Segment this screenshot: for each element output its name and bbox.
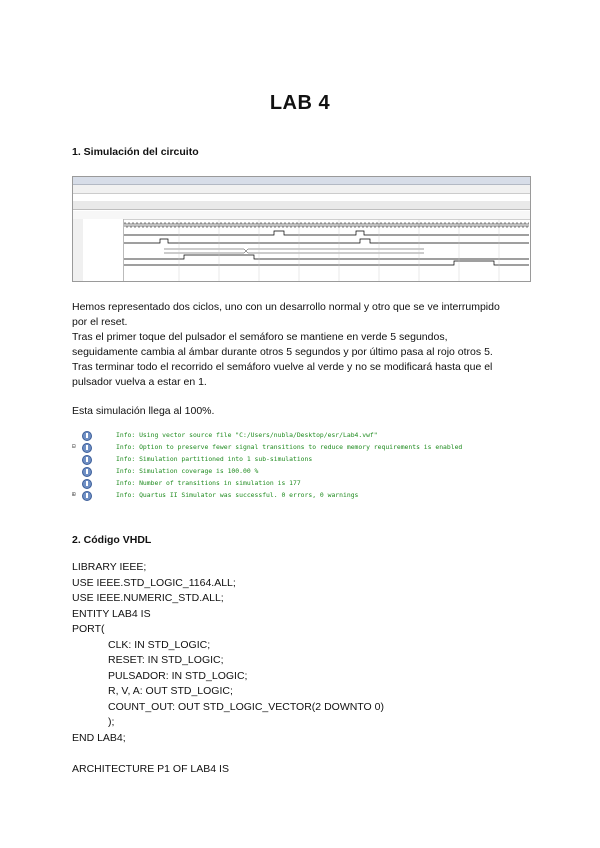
code-line: ARCHITECTURE P1 OF LAB4 IS <box>72 762 229 775</box>
code-line: ENTITY LAB4 IS <box>72 607 151 620</box>
waveform-traces <box>124 219 529 281</box>
pulsador-trace <box>124 239 529 243</box>
coverage-line: Esta simulación llega al 100%. <box>72 405 215 417</box>
clock-trace <box>124 223 529 227</box>
page-title: LAB 4 <box>269 92 331 114</box>
output-v-trace <box>124 255 529 259</box>
description-line: seguidamente cambia al ámbar durante otros 5 segundos y por último pasa al rojo otros 5. <box>72 346 493 358</box>
code-line: PORT( <box>72 623 105 635</box>
code-line: USE IEEE.STD_LOGIC_1164.ALL; <box>72 576 236 589</box>
console-message: Info: Quartus II Simulator was successful. 0 errors, 0 warnings <box>116 491 359 499</box>
count-bus-trace <box>164 249 424 253</box>
reset-trace <box>124 231 529 235</box>
code-line: R, V, A: OUT STD_LOGIC; <box>108 685 233 697</box>
waveform-menubar <box>73 185 530 194</box>
console-message: Info: Simulation partitioned into 1 sub-simulations <box>116 455 313 463</box>
simulation-description <box>72 300 532 390</box>
info-icon <box>82 491 92 501</box>
section-heading-vhdl: 2. Código VHDL <box>72 534 152 546</box>
code-line: CLK: IN STD_LOGIC; <box>108 638 211 651</box>
description-line: Hemos representado dos ciclos, uno con un desarrollo normal y otro que se ve interrumpido <box>72 301 500 313</box>
waveform-titlebar <box>73 177 530 185</box>
console-message: Info: Simulation coverage is 100.00 % <box>116 467 259 475</box>
waveform-signal-names <box>83 219 124 281</box>
expand-toggle-icon[interactable]: ⊟ <box>72 443 76 450</box>
code-line: PULSADOR: IN STD_LOGIC; <box>108 669 248 682</box>
console-message: Info: Option to preserve fewer signal transitions to reduce memory requirements is enabled <box>116 443 463 451</box>
description-line: Tras terminar todo el recorrido el semáforo vuelve al verde y no se modificará hasta que el <box>72 361 493 373</box>
code-line: USE IEEE.NUMERIC_STD.ALL; <box>72 592 224 604</box>
code-line: RESET: IN STD_LOGIC; <box>108 654 224 666</box>
output-a-trace <box>124 261 529 265</box>
code-line: END LAB4; <box>72 731 126 744</box>
code-line: ); <box>108 716 115 728</box>
waveform-screenshot <box>72 176 531 282</box>
info-icon <box>82 443 92 453</box>
info-icon <box>82 455 92 465</box>
code-line <box>72 746 384 762</box>
simulator-console-output <box>72 428 532 500</box>
code-line: LIBRARY IEEE; <box>72 561 147 573</box>
code-line: COUNT_OUT: OUT STD_LOGIC_VECTOR(2 DOWNTO 0) <box>108 700 384 713</box>
description-line: Tras el primer toque del pulsador el semáforo se mantiene en verde 5 segundos, <box>72 331 448 343</box>
info-icon <box>82 431 92 441</box>
expand-toggle-icon[interactable]: ⊞ <box>72 491 76 498</box>
console-message: Info: Using vector source file "C:/Users/nubla/Desktop/esr/Lab4.vwf" <box>116 431 378 439</box>
vhdl-code-listing <box>72 560 384 777</box>
description-line: por el reset. <box>72 316 128 328</box>
info-icon <box>82 479 92 489</box>
waveform-column-header <box>73 201 530 210</box>
coverage-note <box>72 404 532 419</box>
section-heading-simulation: 1. Simulación del circuito <box>72 146 199 158</box>
console-message: Info: Number of transitions in simulation is 177 <box>116 479 301 487</box>
description-line: pulsador vuelva a estar en 1. <box>72 376 207 388</box>
info-icon <box>82 467 92 477</box>
